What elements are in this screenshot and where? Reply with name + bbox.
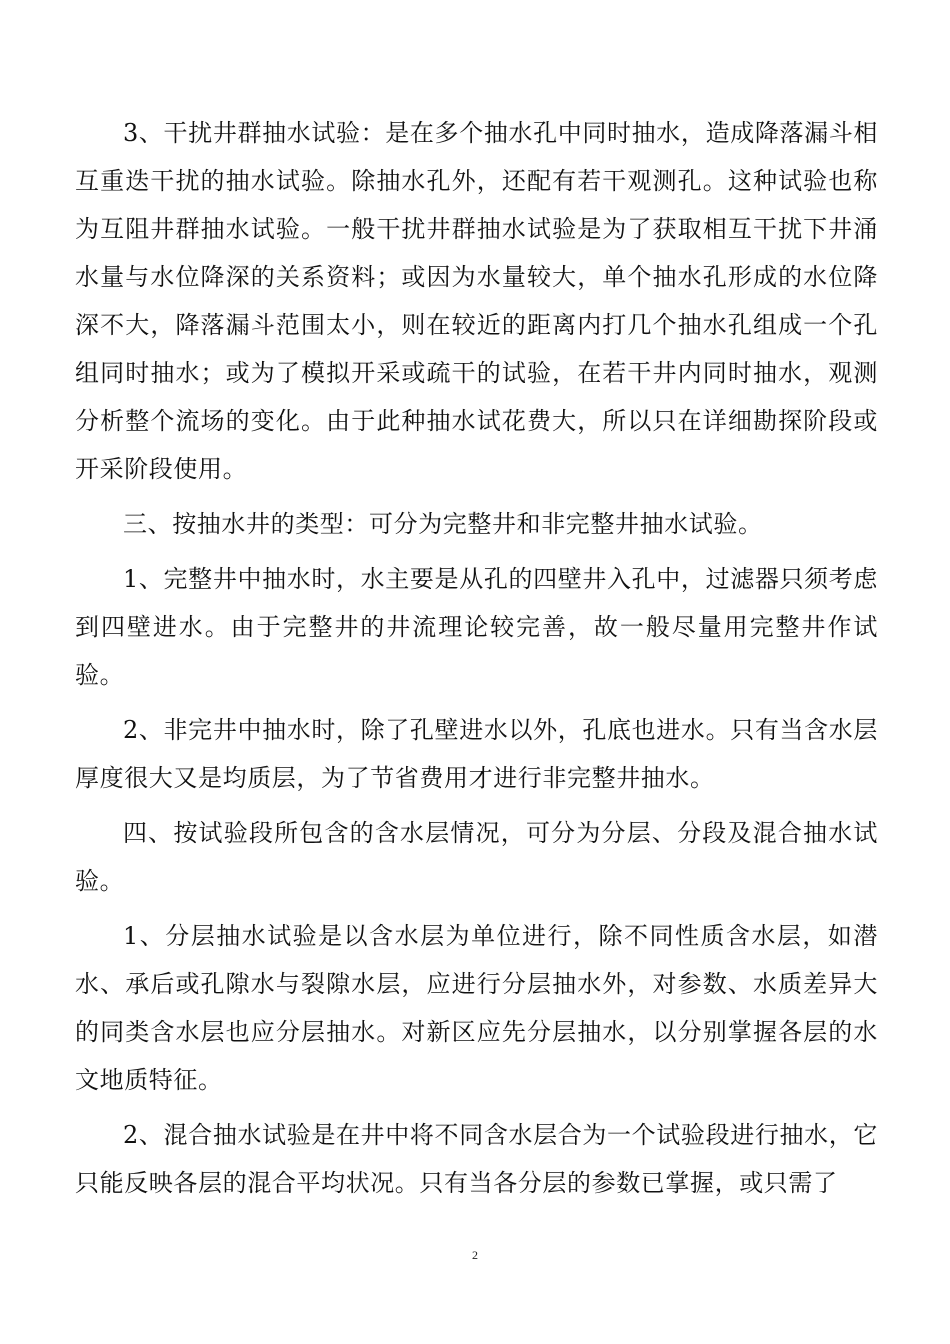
paragraph-incomplete-well: 2、非完井中抽水时，除了孔壁进水以外，孔底也进水。只有当含水层厚度很大又是均质层，为了节省费用才进行非完整井抽水。 <box>75 716 878 792</box>
paragraph-well-type-heading: 三、按抽水井的类型：可分为完整井和非完整井抽水试验。 <box>123 510 763 538</box>
paragraph-mixed-pumping: 2、混合抽水试验是在井中将不同含水层合为一个试验段进行抽水，它只能反映各层的混合平均状况。只有当各分层的参数已掌握，或只需了 <box>75 1121 878 1197</box>
paragraph-layered-pumping: 1、分层抽水试验是以含水层为单位进行，除不同性质含水层，如潜水、承后或孔隙水与裂隙水层，应进行分层抽水外，对参数、水质差异大的同类含水层也应分层抽水。对新区应先分层抽水，以分别掌握各层的水文地质特征。 <box>75 922 878 1094</box>
paragraph-complete-well: 1、完整井中抽水时，水主要是从孔的四壁井入孔中，过滤器只须考虑到四壁进水。由于完整井的井流理论较完善，故一般尽量用完整井作试验。 <box>75 565 878 689</box>
page-number: 2 <box>472 1248 478 1262</box>
page-body <box>75 109 878 1214</box>
paragraph-interference-well-test: 3、干扰井群抽水试验：是在多个抽水孔中同时抽水，造成降落漏斗相互重迭干扰的抽水试验。除抽水孔外，还配有若干观测孔。这种试验也称为互阻井群抽水试验。一般干扰井群抽水试验是为了获取相互干扰下井涌水量与水位降深的关系资料；或因为水量较大，单个抽水孔形成的水位降深不大，降落漏斗范围太小，则在较近的距离内打几个抽水孔组成一个孔组同时抽水；或为了模拟开采或疏干的试验，在若干井内同时抽水，观测分析整个流场的变化。由于此种抽水试花费大，所以只在详细勘探阶段或开采阶段使用。 <box>75 119 878 483</box>
paragraph-test-section-heading: 四、按试验段所包含的含水层情况，可分为分层、分段及混合抽水试验。 <box>75 819 878 895</box>
